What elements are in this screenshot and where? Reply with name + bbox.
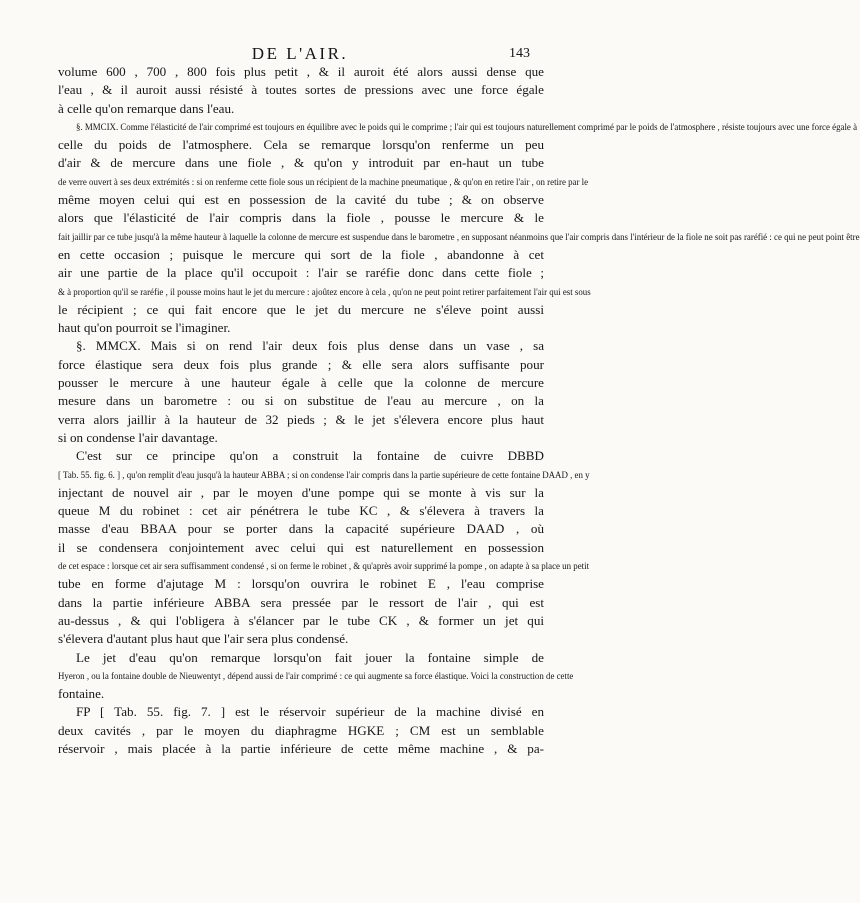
- text-line: Hyeron , ou la fontaine double de Nieuwentyt , dépend aussi de l'air comprimé : ce qui augmente sa force élastique. Voici la construction de cette: [58, 670, 574, 681]
- text-line: d'air & de mercure dans une fiole , & qu'on y introduit par en-haut un tube: [58, 155, 544, 171]
- paragraph-start-line: §. MMCIX. Comme l'élasticité de l'air comprimé est toujours en équilibre avec le poids qui le comprime ; l'air qui est toujours naturellement comprimé par le poids de l'atmosphere , résiste toujours avec une force égale à: [76, 121, 858, 132]
- text-line: s'élevera d'autant plus haut que l'air sera plus condensé.: [58, 631, 349, 647]
- running-title: DE L'AIR.: [251, 44, 349, 63]
- text-line: dans la partie inférieure ABBA sera pressée par le ressort de l'air , qui est: [58, 594, 544, 610]
- text-line: deux cavités , par le moyen du diaphragme HGKE ; CM est un semblable: [58, 722, 544, 738]
- text-line: haut qu'on pourroit se l'imaginer.: [58, 320, 231, 336]
- text-line: mesure dans un barometre : ou si on substitue de l'eau au mercure , on la: [58, 393, 544, 409]
- text-line: à celle qu'on remarque dans l'eau.: [58, 100, 235, 116]
- paragraph-start-line: FP [ Tab. 55. fig. 7. ] est le réservoir supérieur de la machine divisé en: [76, 704, 544, 720]
- text-line: [ Tab. 55. fig. 6. ] , qu'on remplit d'eau jusqu'à la hauteur ABBA ; si on condense l'air compris dans la partie supérieure de cette fontaine DAAD , en y: [58, 469, 590, 480]
- body-text: [58, 63, 860, 758]
- text-line: de cet espace : lorsque cet air sera suffisamment condensé , si on ferme le robinet , & qu'après avoir supprimé la pompe , on adapte à sa place un petit: [58, 561, 590, 572]
- text-line: alors que l'élasticité de l'air compris dans la fiole , pousse le mercure & le: [58, 210, 544, 226]
- text-line: même moyen celui qui est en possession de la cavité du tube ; & on observe: [58, 192, 544, 208]
- text-line: fontaine.: [58, 686, 105, 702]
- text-line: si on condense l'air davantage.: [58, 429, 218, 445]
- paragraph-start-line: C'est sur ce principe qu'on a construit la fontaine de cuivre DBBD: [76, 448, 544, 464]
- paragraph-start-line: Le jet d'eau qu'on remarque lorsqu'on fait jouer la fontaine simple de: [76, 649, 544, 665]
- text-line: le récipient ; ce qui fait encore que le jet du mercure ne s'éleve point aussi: [58, 301, 544, 317]
- text-line: masse d'eau BBAA pour se porter dans la capacité supérieure DAAD , où: [58, 521, 544, 537]
- text-line: de verre ouvert à ses deux extrémités : si on renferme cette fiole sous un récipient de la machine pneumatique , & qu'on en retire l'air , on retire par le: [58, 176, 589, 187]
- text-line: & à proportion qu'il se raréfie , il pousse moins haut le jet du mercure : ajoûtez encore à cela , qu'on ne peut point retirer parfaitement l'air qui est sous: [58, 286, 591, 297]
- text-line: fait jaillir par ce tube jusqu'à la même hauteur à laquelle la colonne de mercure est suspendue dans le barometre , en supposant néanmoins que l'air compris dans l'intérieur de la fiole ne soit pas raréfié : ce qui ne peut point être: [58, 231, 860, 242]
- text-line: injectant de nouvel air , par le moyen d'une pompe qui se monte à vis sur la: [58, 484, 544, 500]
- text-line: il se condensera conjointement avec celui qui est naturellement en possession: [58, 539, 544, 555]
- text-line: volume 600 , 700 , 800 fois plus petit , & il auroit été alors aussi dense que: [58, 64, 544, 79]
- text-line: force élastique sera deux fois plus grande ; & elle sera alors suffisante pour: [58, 356, 544, 372]
- text-line: queue M du robinet : cet air pénétrera le tube KC , & s'élevera à travers la: [58, 503, 544, 519]
- text-line: verra alors jaillir à la hauteur de 32 pieds ; & le jet s'élevera encore plus haut: [58, 411, 544, 427]
- text-line: celle du poids de l'atmosphere. Cela se remarque lorsqu'on renferme un peu: [58, 137, 544, 153]
- text-line: air une partie de la place qu'il occupoit : l'air se raréfie donc dans cette fiole ;: [58, 265, 544, 281]
- text-line: réservoir , mais placée à la partie inférieure de cette même machine , & pa-: [58, 740, 544, 756]
- text-line: au-dessus , & qui l'obligera à s'élancer par le tube CK , & former un jet qui: [58, 612, 544, 628]
- paragraph-start-line: §. MMCX. Mais si on rend l'air deux fois plus dense dans un vase , sa: [76, 338, 544, 354]
- text-line: l'eau , & il auroit aussi résisté à toutes sortes de pressions avec une force égale: [58, 82, 544, 98]
- text-line: pousser le mercure à une hauteur égale à celle que la colonne de mercure: [58, 375, 544, 391]
- text-line: tube en forme d'ajutage M : lorsqu'on ouvrira le robinet E , l'eau comprise: [58, 576, 544, 592]
- text-line: en cette occasion ; puisque le mercure qui sort de la fiole , abandonne à cet: [58, 246, 544, 262]
- page-number: 143: [509, 46, 530, 61]
